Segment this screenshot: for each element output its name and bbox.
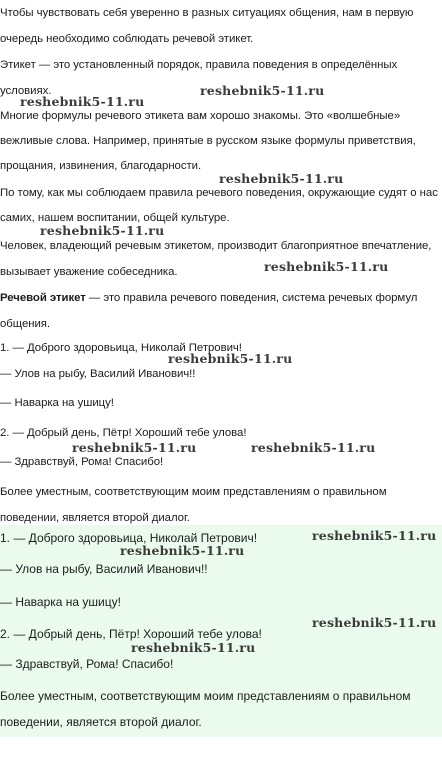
paragraph-formulas: Многие формулы речевого этикета вам хорошо знакомы. Это «волшебные» вежливые слова. Например, принятые в русском языке формулы приветствия, прощания, извинения, благодарности. <box>0 110 416 172</box>
watermark: reshebnik5-11.ru <box>20 94 145 109</box>
term-bold: Речевой этикет <box>0 292 86 304</box>
answer-dialog2-line2: — Здравствуй, Рома! Спасибо! <box>0 657 174 671</box>
watermark: reshebnik5-11.ru <box>251 440 376 455</box>
answer-conclusion: Более уместным, соответствующим моим представлениям о правильном поведении, является второй диалог. <box>0 689 411 729</box>
watermark: reshebnik5-11.ru <box>131 640 256 655</box>
dialog1-line2: — Улов на рыбу, Василий Иванович!! <box>0 368 196 380</box>
watermark: reshebnik5-11.ru <box>72 440 197 455</box>
answer-dialog1-line1: 1. — Доброго здоровьица, Николай Петрович! <box>0 531 258 545</box>
paragraph-conclusion: Более уместным, соответствующим моим представлениям о правильном поведении, является второй диалог. <box>0 486 387 524</box>
watermark: reshebnik5-11.ru <box>40 223 165 238</box>
term-definition: — это правила речевого поведения, система речевых формул общения. <box>0 292 418 330</box>
answer-dialog1-line3: — Наварка на ушицу! <box>0 595 121 609</box>
dialog2-line1: 2. — Добрый день, Пётр! Хороший тебе улова! <box>0 427 247 439</box>
paragraph-intro: Чтобы чувствовать себя уверенно в разных ситуациях общения, нам в первую очередь необходимо соблюдать речевой этикет. <box>0 7 414 45</box>
paragraph-behaviour: По тому, как мы соблюдаем правила речевого поведения, окружающие судят о нас самих, нашем воспитании, общей культуре. <box>0 187 438 224</box>
watermark: reshebnik5-11.ru <box>264 259 389 274</box>
watermark: reshebnik5-11.ru <box>312 528 437 543</box>
watermark: reshebnik5-11.ru <box>219 171 344 186</box>
watermark: reshebnik5-11.ru <box>312 615 437 630</box>
watermark: reshebnik5-11.ru <box>120 543 245 558</box>
dialog2-line2: — Здравствуй, Рома! Спасибо! <box>0 456 164 468</box>
dialog1-line1: 1. — Доброго здоровьица, Николай Петрович! <box>0 342 242 354</box>
watermark: reshebnik5-11.ru <box>200 83 325 98</box>
answer-dialog1-line2: — Улов на рыбу, Василий Иванович!! <box>0 562 208 576</box>
watermark: reshebnik5-11.ru <box>168 351 293 366</box>
paragraph-etiquette-definition: Этикет — это установленный порядок, правила поведения в определённых условиях. <box>0 59 398 97</box>
dialog1-line3: — Наварка на ушицу! <box>0 397 114 409</box>
paragraph-impression: Человек, владеющий речевым этикетом, производит благоприятное впечатление, вызывает уважение собеседника. <box>0 240 432 278</box>
paragraph-speech-etiquette <box>0 285 440 337</box>
answer-dialog2-line1: 2. — Добрый день, Пётр! Хороший тебе улова! <box>0 627 262 641</box>
